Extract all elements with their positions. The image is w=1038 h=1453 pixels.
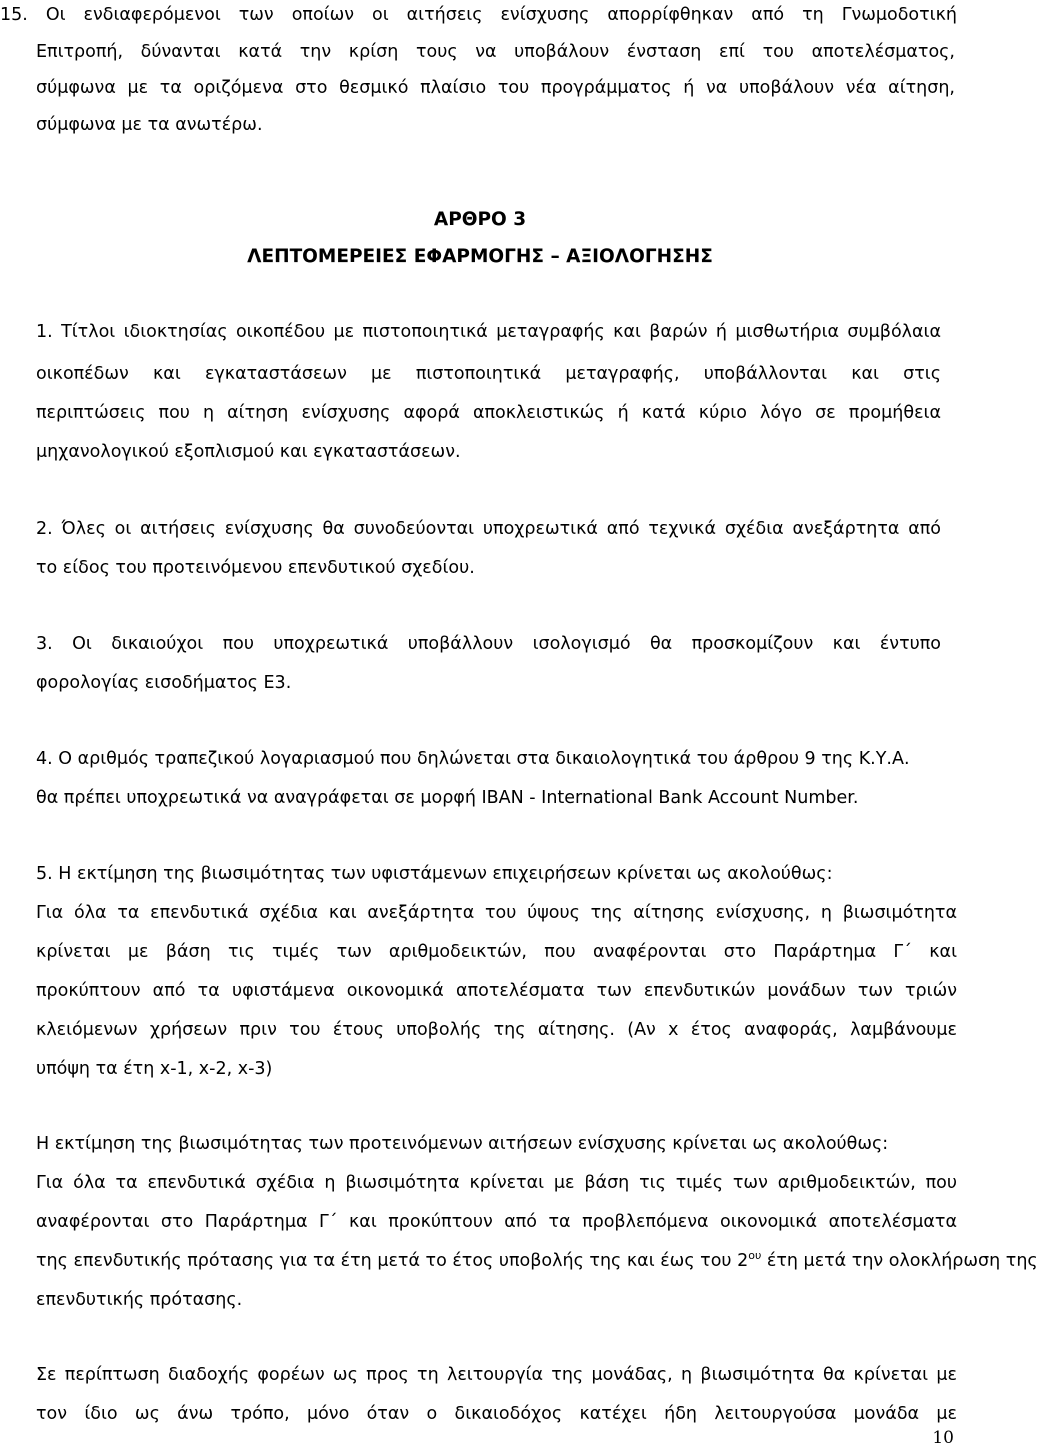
p5-heading: 5. Η εκτίμηση της βιωσιμότητας των υφιστάμενων επιχειρήσεων κρίνεται ως ακολούθως: (36, 864, 833, 884)
p6-line-2: αναφέρονται στο Παράρτημα Γ΄ και προκύπτουν από τα προβλεπόμενα οικονομικά αποτελέσματα (36, 1212, 957, 1232)
p4-line-2: θα πρέπει υποχρεωτικά να αναγράφεται σε μορφή IBAN - International Bank Account Number. (36, 788, 859, 808)
intro-line-1: 15. Οι ενδιαφερόμενοι των οποίων οι αιτήσεις ενίσχυσης απορρίφθηκαν από τη Γνωμοδοτική (0, 5, 957, 25)
intro-line-4: σύμφωνα με τα ανωτέρω. (36, 115, 263, 135)
intro-line-2: Επιτροπή, δύνανται κατά την κρίση τους να υποβάλουν ένσταση επί του αποτελέσματος, (36, 42, 955, 62)
p5-line-4: κλειόμενων χρήσεων πριν του έτους υποβολής της αίτησης. (Αν x έτος αναφοράς, λαμβάνουμε (36, 1020, 957, 1040)
p2-line-2: το είδος του προτεινόμενου επενδυτικού σχεδίου. (36, 558, 475, 578)
p3-line-2: φορολογίας εισοδήματος Ε3. (36, 673, 292, 693)
p6-line-3-superscript: ου (748, 1249, 762, 1263)
p6-heading: Η εκτίμηση της βιωσιμότητας των προτεινόμενων αιτήσεων ενίσχυσης κρίνεται ως ακολούθως: (36, 1134, 889, 1154)
p6-line-3-after: έτη μετά την ολοκλήρωση της (761, 1251, 1038, 1271)
p5-line-3: προκύπτουν από τα υφιστάμενα οικονομικά αποτελέσματα των επενδυτικών μονάδων των τριών (36, 981, 957, 1001)
article-number: ΑΡΘΡΟ 3 (433, 209, 527, 230)
p7-line-1: Σε περίπτωση διαδοχής φορέων ως προς τη λειτουργία της μονάδας, η βιωσιμότητα θα κρίνεται με (36, 1365, 957, 1385)
article-title: ΛΕΠΤΟΜΕΡΕΙΕΣ ΕΦΑΡΜΟΓΗΣ – ΑΞΙΟΛΟΓΗΣΗΣ (247, 246, 713, 267)
p4-line-1: 4. Ο αριθμός τραπεζικού λογαριασμού που δηλώνεται στα δικαιολογητικά του άρθρου 9 της Κ.Υ.Α. (36, 749, 910, 769)
p5-line-5: υπόψη τα έτη x-1, x-2, x-3) (36, 1059, 273, 1079)
p5-line-1: Για όλα τα επενδυτικά σχέδια και ανεξάρτητα του ύψους της αίτησης ενίσχυσης, η βιωσιμότητα (36, 903, 957, 923)
p6-line-3 (36, 1249, 1038, 1273)
p1-line-3: περιπτώσεις που η αίτηση ενίσχυσης αφορά αποκλειστικώς ή κατά κύριο λόγο σε προμήθεια (36, 403, 941, 423)
p6-line-1: Για όλα τα επενδυτικά σχέδια η βιωσιμότητα κρίνεται με βάση τις τιμές των αριθμοδεικτών, που (36, 1173, 957, 1193)
p7-line-2: τον ίδιο ως άνω τρόπο, μόνο όταν ο δικαιοδόχος κατέχει ήδη λειτουργούσα μονάδα με (36, 1404, 957, 1424)
intro-line-3: σύμφωνα με τα οριζόμενα στο θεσμικό πλαίσιο του προγράμματος ή να υποβάλουν νέα αίτηση, (36, 78, 955, 98)
page-number: 10 (932, 1428, 954, 1448)
p5-line-2: κρίνεται με βάση τις τιμές των αριθμοδεικτών, που αναφέρονται στο Παράρτημα Γ΄ και (36, 942, 957, 962)
p1-line-2: οικοπέδων και εγκαταστάσεων με πιστοποιητικά μεταγραφής, υποβάλλονται και στις (36, 364, 941, 384)
p1-line-1: 1. Τίτλοι ιδιοκτησίας οικοπέδου με πιστοποιητικά μεταγραφής και βαρών ή μισθωτήρια συμβόλαια (36, 322, 941, 342)
p6-line-4: επενδυτικής πρότασης. (36, 1290, 243, 1310)
p3-line-1: 3. Οι δικαιούχοι που υποχρεωτικά υποβάλλουν ισολογισμό θα προσκομίζουν και έντυπο (36, 634, 941, 654)
p6-line-3-before: της επενδυτικής πρότασης για τα έτη μετά το έτος υποβολής της και έως του 2 (36, 1251, 749, 1271)
p2-line-1: 2. Όλες οι αιτήσεις ενίσχυσης θα συνοδεύονται υποχρεωτικά από τεχνικά σχέδια ανεξάρτητα από (36, 519, 941, 539)
p1-line-4: μηχανολογικού εξοπλισμού και εγκαταστάσεων. (36, 442, 461, 462)
